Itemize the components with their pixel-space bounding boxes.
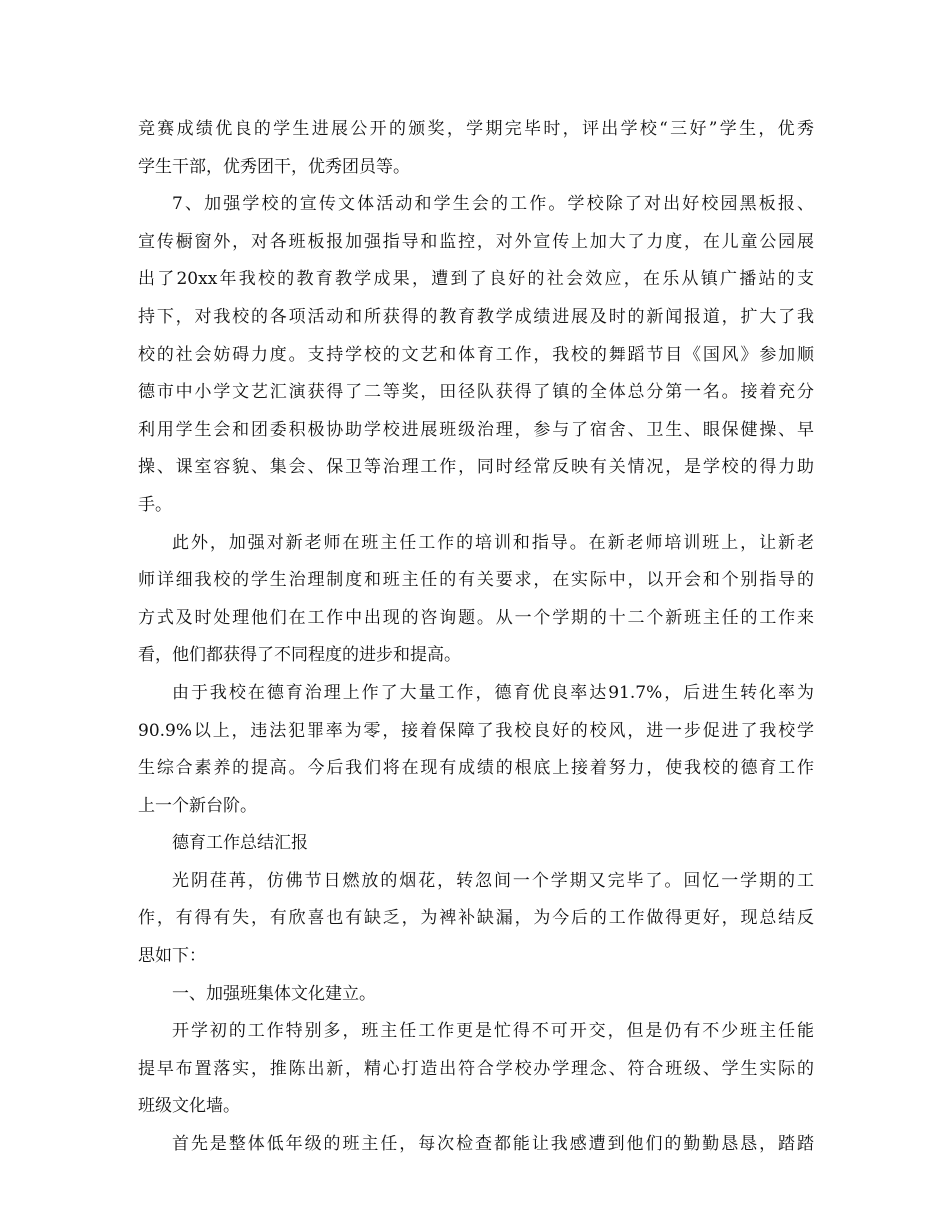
text-line: 校的社会妨碍力度。支持学校的文艺和体育工作，我校的舞蹈节目《国风》参加顺 — [138, 344, 814, 365]
text-line: 作，有得有失，有欣喜也有缺乏，为裨补缺漏，为今后的工作做得更好，现总结反 — [138, 908, 814, 929]
text-line: 德育工作总结汇报 — [172, 833, 308, 854]
text-line: 光阴荏苒，仿佛节日燃放的烟花，转忽间一个学期又完毕了。回忆一学期的工 — [172, 870, 814, 891]
text-line: 竞赛成绩优良的学生进展公开的颁奖，学期完毕时，评出学校“三好”学生，优秀 — [138, 119, 814, 139]
text-line: 师详细我校的学生治理制度和班主任的有关要求，在实际中，以开会和个别指导的 — [138, 570, 814, 591]
text-line: 思如下： — [138, 946, 206, 967]
text-line: 出了20xx年我校的教育教学成果，遭到了良好的社会效应，在乐从镇广播站的支 — [138, 269, 814, 290]
text-line: 上一个新台阶。 — [138, 795, 257, 816]
text-line: 首先是整体低年级的班主任，每次检查都能让我感遭到他们的勤勤恳恳，踏踏 — [172, 1134, 814, 1155]
text-line: 宣传橱窗外，对各班板报加强指导和监控，对外宣传上加大了力度，在儿童公园展 — [138, 231, 814, 252]
text-line: 利用学生会和团委积极协助学校进展班级治理，参与了宿舍、卫生、眼保健操、早 — [138, 419, 814, 440]
text-line: 班级文化墙。 — [138, 1096, 240, 1117]
text-line: 提早布置落实，推陈出新，精心打造出符合学校办学理念、符合班级、学生实际的 — [138, 1058, 814, 1079]
document-page — [138, 111, 814, 1164]
text-line: 操、课室容貌、集会、保卫等治理工作，同时经常反映有关情况，是学校的得力助 — [138, 457, 814, 478]
text-line: 生综合素养的提高。今后我们将在现有成绩的根底上接着努力，使我校的德育工作 — [138, 758, 814, 779]
text-line: 学生干部，优秀团干，优秀团员等。 — [138, 156, 410, 177]
text-line: 此外，加强对新老师在班主任工作的培训和指导。在新老师培训班上，让新老 — [172, 532, 814, 553]
text-line: 开学初的工作特别多，班主任工作更是忙得不可开交，但是仍有不少班主任能 — [172, 1021, 814, 1042]
text-line: 手。 — [138, 494, 172, 515]
text-line: 7、加强学校的宣传文体活动和学生会的工作。学校除了对出好校园黑板报、 — [172, 194, 814, 215]
text-line: 由于我校在德育治理上作了大量工作，德育优良率达91.7%，后进生转化率为 — [172, 682, 814, 703]
text-line: 方式及时处理他们在工作中出现的咨询题。从一个学期的十二个新班主任的工作来 — [138, 607, 814, 628]
text-line: 90.9%以上，违法犯罪率为零，接着保障了我校良好的校风，进一步促进了我校学 — [138, 720, 814, 741]
text-line: 持下，对我校的各项活动和所获得的教育教学成绩进展及时的新闻报道，扩大了我 — [138, 306, 814, 327]
text-line: 看，他们都获得了不同程度的进步和提高。 — [138, 645, 461, 666]
text-line: 德市中小学文艺汇演获得了二等奖，田径队获得了镇的全体总分第一名。接着充分 — [138, 382, 814, 403]
text-line: 一、加强班集体文化建立。 — [172, 983, 376, 1004]
